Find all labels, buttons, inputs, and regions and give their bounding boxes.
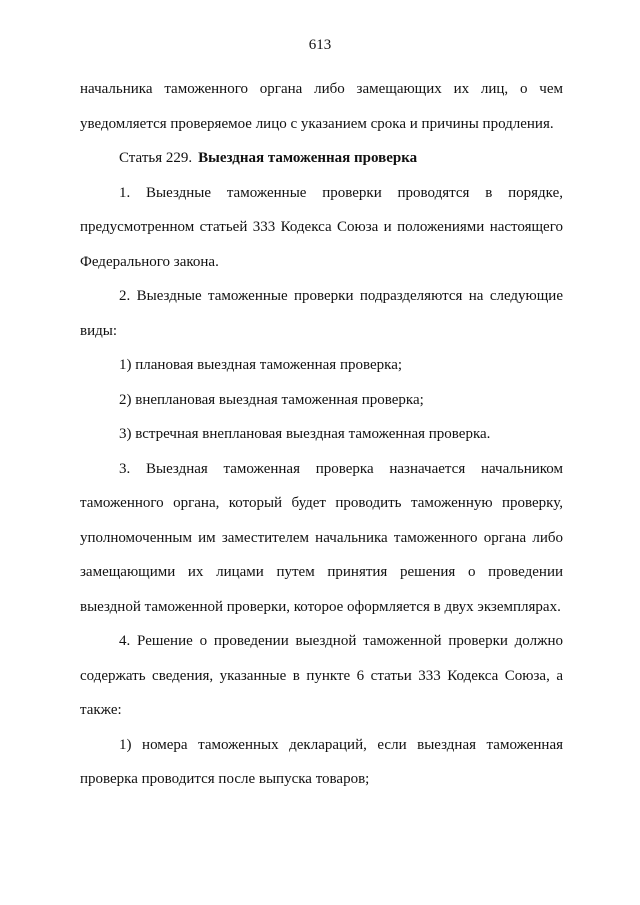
paragraph-continuation: начальника таможенного органа либо замещающих их лиц, о чем уведомляется проверяемое лицо с указанием срока и причины продления.: [80, 81, 563, 132]
sub-item-4-1: 1) номера таможенных деклараций, если выездная таможенная проверка проводится после выпуска товаров;: [80, 736, 563, 787]
paragraph-item-4: 4. Решение о проведении выездной таможенной проверки должно содержать сведения, указанные в пункте 6 статьи 333 Кодекса Союза, а также:: [80, 633, 563, 718]
paragraph-item-1: 1. Выездные таможенные проверки проводятся в порядке, предусмотренном статьей 333 Кодекса Союза и положениями настоящего Федерального закона.: [80, 184, 563, 270]
paragraph-item-3: 3. Выездная таможенная проверка назначается начальником таможенного органа, который будет проводить таможенную проверку, уполномоченным им заместителем начальника таможенного органа либо замещающими их лицами путем принятия решения о проведении выездной таможенной проверки, которое оформляется в двух экземплярах.: [80, 460, 563, 615]
sub-item-2-2: 2) внеплановая выездная таможенная проверка;: [119, 391, 424, 408]
sub-item-2-1: 1) плановая выездная таможенная проверка;: [119, 357, 403, 373]
article-heading: [80, 141, 563, 176]
page-number: 613: [308, 37, 332, 53]
article-number: Статья 229.: [119, 150, 193, 166]
sub-item-2-3: 3) встречная внеплановая выездная таможенная проверка.: [119, 426, 491, 442]
document-body: [80, 72, 563, 797]
paragraph-item-2: 2. Выездные таможенные проверки подразделяются на следующие виды:: [80, 288, 563, 339]
article-title: Выездная таможенная проверка: [198, 150, 418, 166]
